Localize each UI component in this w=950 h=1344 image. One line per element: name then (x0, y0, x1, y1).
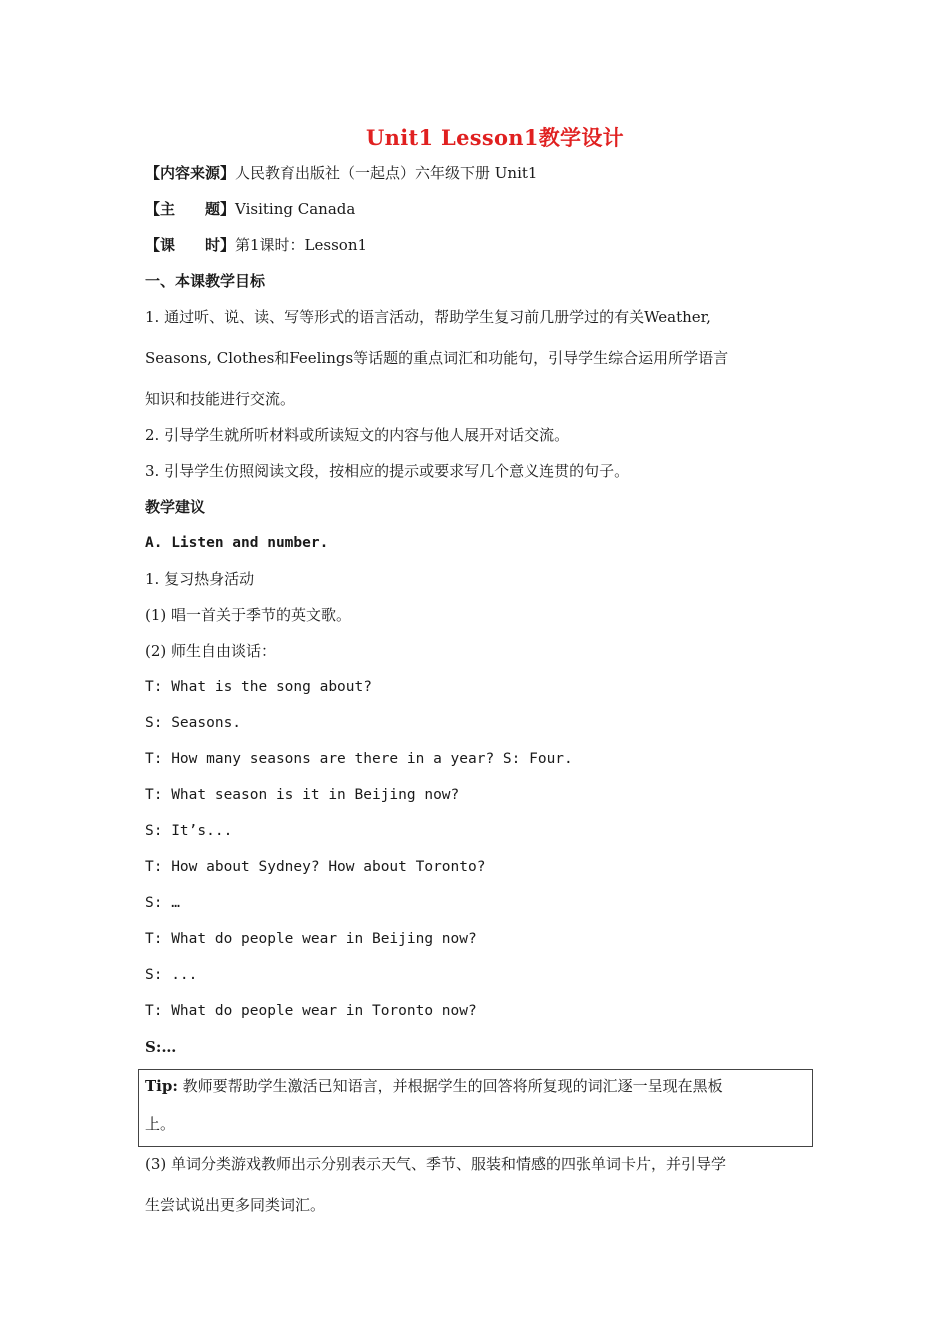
goal-2: 2. 引导学生就所听材料或所读短文的内容与他人展开对话交流。 (145, 426, 570, 444)
document-title: Unit1 Lesson1教学设计 (366, 125, 624, 150)
goal-1-line-1: 1. 通过听、说、读、写等形式的语言活动，帮助学生复习前几册学过的有关Weather, (145, 308, 711, 326)
dialogue-line: T: What do people wear in Toronto now? (145, 1003, 477, 1019)
section-heading-suggestions: 教学建议 (145, 498, 206, 516)
step-1-sub-1: (1) 唱一首关于季节的英文歌。 (145, 606, 352, 624)
dialogue-line: T: How about Sydney? How about Toronto? (145, 859, 486, 875)
goal-1-line-3: 知识和技能进行交流。 (145, 390, 296, 408)
dialogue-line: T: What is the song about? (145, 679, 372, 695)
dialogue-line: S:… (145, 1038, 177, 1056)
meta-period-label: 【课 时】 (145, 236, 236, 254)
part-a-heading: A. Listen and number. (145, 535, 329, 551)
section-heading-goals: 一、本课教学目标 (145, 272, 266, 290)
tip-box (138, 1069, 813, 1147)
step-1-sub-3-line-1: (3) 单词分类游戏教师出示分别表示天气、季节、服装和情感的四张单词卡片，并引导学 (145, 1155, 727, 1173)
dialogue-line: S: Seasons. (145, 715, 242, 731)
dialogue-line: S: ... (145, 967, 198, 983)
goal-1-line-2: Seasons, Clothes和Feelings等话题的重点词汇和功能句，引导学生综合运用所学语言 (145, 349, 729, 367)
goal-3: 3. 引导学生仿照阅读文段，按相应的提示或要求写几个意义连贯的句子。 (145, 462, 630, 480)
meta-source-label: 【内容来源】 (145, 164, 236, 182)
meta-period-value: 第1课时：Lesson1 (235, 236, 368, 254)
meta-topic (145, 199, 355, 219)
meta-period (145, 235, 367, 255)
step-1-sub-3-line-2: 生尝试说出更多同类词汇。 (145, 1196, 326, 1214)
meta-topic-value: Visiting Canada (235, 200, 356, 218)
meta-topic-label: 【主 题】 (145, 200, 236, 218)
dialogue-line: S: … (145, 895, 180, 911)
tip-line-1 (145, 1076, 723, 1096)
step-1-sub-2: (2) 师生自由谈话： (145, 642, 277, 660)
dialogue-line: T: What season is it in Beijing now? (145, 787, 460, 803)
step-1: 1. 复习热身活动 (145, 570, 255, 588)
tip-label: Tip: (145, 1077, 178, 1095)
meta-source (145, 163, 537, 183)
dialogue-line: T: What do people wear in Beijing now? (145, 931, 477, 947)
dialogue-line: T: How many seasons are there in a year? S: Four. (145, 751, 573, 767)
tip-text-1: 教师要帮助学生激活已知语言，并根据学生的回答将所复现的词汇逐一呈现在黑板 (177, 1077, 723, 1095)
tip-text-2: 上。 (145, 1115, 176, 1133)
meta-source-value: 人民教育出版社（一起点）六年级下册 Unit1 (235, 164, 538, 182)
dialogue-line: S: It’s... (145, 823, 233, 839)
